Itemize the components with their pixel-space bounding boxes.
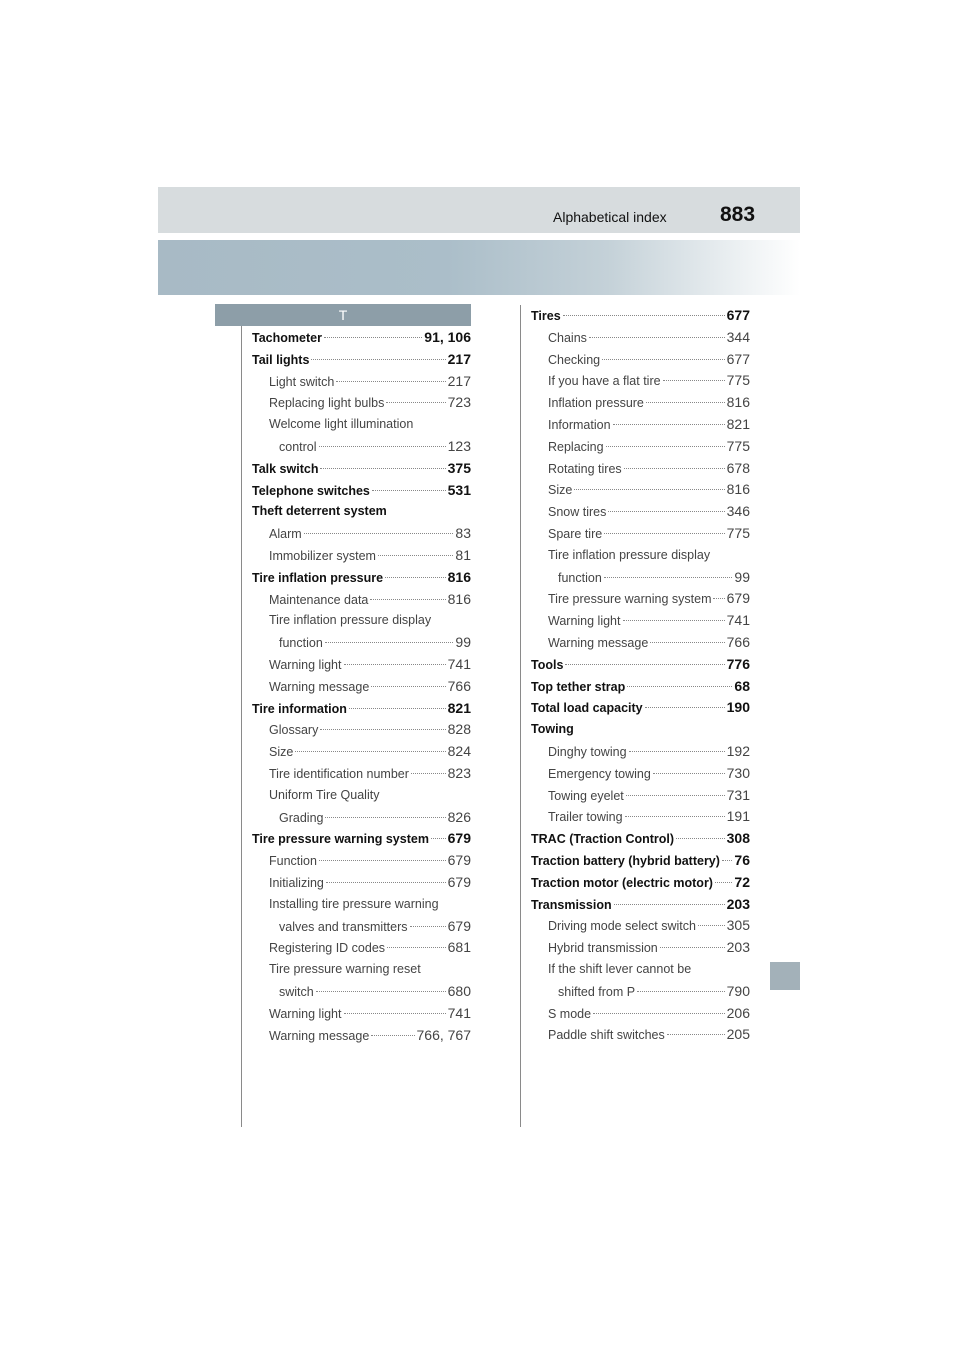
dot-leader bbox=[663, 380, 725, 381]
dot-leader bbox=[626, 795, 725, 796]
dot-leader bbox=[371, 686, 445, 687]
page-reference: 828 bbox=[447, 721, 471, 738]
entry-text: Total load capacity bbox=[531, 701, 643, 716]
dot-leader bbox=[625, 816, 725, 817]
index-subentry bbox=[531, 392, 750, 414]
entry-text: Rotating tires bbox=[548, 461, 622, 476]
page-reference: 531 bbox=[447, 481, 471, 498]
entry-text: switch bbox=[279, 984, 314, 999]
index-subentry bbox=[531, 349, 750, 371]
index-subentry bbox=[531, 1003, 750, 1025]
index-entry bbox=[252, 349, 471, 371]
index-entry bbox=[252, 327, 471, 349]
dot-leader bbox=[411, 773, 446, 774]
index-subentry bbox=[252, 654, 471, 676]
entry-text: Tire information bbox=[252, 701, 347, 716]
entry-text: Tools bbox=[531, 657, 564, 672]
entry-text: Welcome light illumination bbox=[269, 417, 414, 432]
dot-leader bbox=[713, 598, 724, 599]
index-subentry bbox=[252, 981, 471, 1003]
dot-leader bbox=[431, 838, 446, 839]
dot-leader bbox=[304, 533, 454, 534]
dot-leader bbox=[608, 511, 724, 512]
dot-leader bbox=[565, 664, 724, 665]
thumb-index-tab bbox=[770, 962, 800, 990]
page-reference: 191 bbox=[726, 808, 750, 825]
entry-text: function bbox=[279, 636, 323, 651]
dot-leader bbox=[645, 707, 725, 708]
dot-leader bbox=[604, 577, 733, 578]
dot-leader bbox=[324, 337, 422, 338]
dot-leader bbox=[715, 882, 732, 883]
entry-text: Snow tires bbox=[548, 505, 607, 520]
left-column-rule bbox=[241, 305, 242, 1127]
page-reference: 824 bbox=[447, 743, 471, 760]
dot-leader bbox=[325, 817, 445, 818]
dot-leader bbox=[653, 773, 725, 774]
entry-text: Tire inflation pressure display bbox=[548, 547, 711, 562]
index-subentry bbox=[252, 392, 471, 414]
dot-leader bbox=[319, 860, 446, 861]
page-reference: 68 bbox=[734, 677, 750, 694]
page-reference: 678 bbox=[726, 459, 750, 476]
index-subentry bbox=[252, 763, 471, 785]
index-subentry bbox=[531, 610, 750, 632]
entry-text: Checking bbox=[548, 352, 601, 367]
entry-text: Transmission bbox=[531, 897, 612, 912]
index-subentry bbox=[531, 523, 750, 545]
index-subentry bbox=[531, 806, 750, 828]
dot-leader bbox=[387, 947, 446, 948]
page-reference: 741 bbox=[447, 655, 471, 672]
dot-leader bbox=[344, 1013, 446, 1014]
entry-text: Emergency towing bbox=[548, 766, 651, 781]
page-reference: 346 bbox=[726, 503, 750, 520]
right-index-column bbox=[531, 305, 750, 1046]
entry-text: Tire pressure warning system bbox=[252, 832, 429, 847]
page-reference: 679 bbox=[726, 590, 750, 607]
dot-leader bbox=[410, 926, 446, 927]
page-reference: 344 bbox=[726, 328, 750, 345]
dot-leader bbox=[349, 708, 446, 709]
dot-leader bbox=[589, 337, 725, 338]
page-reference: 375 bbox=[447, 459, 471, 476]
decorative-banner bbox=[158, 240, 800, 295]
index-entry bbox=[252, 501, 471, 523]
page-reference: 206 bbox=[726, 1004, 750, 1021]
page-reference: 99 bbox=[734, 568, 750, 585]
dot-leader bbox=[371, 1035, 414, 1036]
entry-text: Tire inflation pressure bbox=[252, 570, 384, 585]
index-subentry bbox=[531, 501, 750, 523]
entry-text: Warning message bbox=[269, 1028, 370, 1043]
index-subentry bbox=[252, 1025, 471, 1047]
dot-leader bbox=[602, 359, 725, 360]
index-subentry bbox=[252, 589, 471, 611]
entry-text: Registering ID codes bbox=[269, 941, 386, 956]
page-reference: 217 bbox=[447, 350, 471, 367]
dot-leader bbox=[336, 381, 445, 382]
page-reference: 816 bbox=[447, 568, 471, 585]
page-reference: 730 bbox=[726, 764, 750, 781]
entry-text: function bbox=[558, 570, 602, 585]
entry-text: Tire identification number bbox=[269, 766, 409, 781]
index-subentry bbox=[252, 719, 471, 741]
page-reference: 731 bbox=[726, 786, 750, 803]
dot-leader bbox=[295, 751, 445, 752]
index-entry bbox=[252, 828, 471, 850]
entry-text: Replacing bbox=[548, 439, 604, 454]
entry-text: TRAC (Traction Control) bbox=[531, 832, 675, 847]
entry-text: Spare tire bbox=[548, 526, 603, 541]
index-subentry bbox=[252, 610, 471, 632]
entry-text: S mode bbox=[548, 1006, 592, 1021]
entry-text: Trailer towing bbox=[548, 810, 623, 825]
index-subentry bbox=[531, 458, 750, 480]
entry-text: Top tether strap bbox=[531, 679, 626, 694]
page-reference: 76 bbox=[734, 851, 750, 868]
entry-text: Warning light bbox=[548, 614, 621, 629]
index-entry bbox=[531, 697, 750, 719]
entry-text: Tires bbox=[531, 309, 561, 323]
entry-text: Chains bbox=[548, 330, 587, 345]
dot-leader bbox=[370, 599, 445, 600]
index-subentry bbox=[531, 436, 750, 458]
page-reference: 821 bbox=[726, 415, 750, 432]
page-reference: 677 bbox=[726, 350, 750, 367]
entry-text: Initializing bbox=[269, 875, 324, 890]
page-reference: 72 bbox=[734, 873, 750, 890]
dot-leader bbox=[344, 664, 446, 665]
index-subentry bbox=[252, 785, 471, 807]
index-subentry bbox=[252, 959, 471, 981]
index-subentry bbox=[531, 959, 750, 981]
dot-leader bbox=[320, 468, 445, 469]
entry-text: Tire pressure warning system bbox=[548, 592, 712, 607]
dot-leader bbox=[650, 642, 724, 643]
page-reference: 816 bbox=[447, 590, 471, 607]
entry-text: Paddle shift switches bbox=[548, 1028, 665, 1043]
header-band bbox=[158, 187, 800, 233]
index-subentry bbox=[252, 371, 471, 393]
section-title: Alphabetical index bbox=[553, 209, 667, 225]
page-reference: 203 bbox=[726, 895, 750, 912]
entry-text: Grading bbox=[279, 810, 324, 825]
entry-text: Installing tire pressure warning bbox=[269, 896, 439, 911]
page-reference: 826 bbox=[447, 808, 471, 825]
index-subentry bbox=[252, 916, 471, 938]
entry-text: Tire inflation pressure display bbox=[269, 613, 432, 628]
page-reference: 679 bbox=[447, 873, 471, 890]
page-reference: 217 bbox=[447, 372, 471, 389]
index-subentry bbox=[531, 937, 750, 959]
index-subentry bbox=[531, 915, 750, 937]
index-subentry bbox=[531, 370, 750, 392]
dot-leader bbox=[623, 620, 725, 621]
dot-leader bbox=[604, 533, 724, 534]
index-subentry bbox=[252, 436, 471, 458]
page-reference: 823 bbox=[447, 764, 471, 781]
index-subentry bbox=[252, 937, 471, 959]
index-entry bbox=[531, 872, 750, 894]
entry-text: Traction battery (hybrid battery) bbox=[531, 853, 720, 868]
entry-text: Tail lights bbox=[252, 352, 310, 367]
entry-text: Warning message bbox=[269, 679, 370, 694]
page-reference: 741 bbox=[447, 1004, 471, 1021]
page-reference: 790 bbox=[726, 982, 750, 999]
index-subentry bbox=[252, 523, 471, 545]
page-reference: 679 bbox=[447, 852, 471, 869]
dot-leader bbox=[698, 925, 725, 926]
index-subentry bbox=[252, 632, 471, 654]
dot-leader bbox=[722, 860, 732, 861]
index-entry bbox=[531, 828, 750, 850]
page-reference: 123 bbox=[447, 437, 471, 454]
index-subentry bbox=[531, 632, 750, 654]
page-reference: 723 bbox=[447, 394, 471, 411]
page-reference: 766 bbox=[726, 633, 750, 650]
page-reference: 776 bbox=[726, 655, 750, 672]
entry-text: Uniform Tire Quality bbox=[269, 787, 380, 802]
dot-leader bbox=[613, 424, 725, 425]
index-subentry bbox=[531, 741, 750, 763]
page-reference: 775 bbox=[726, 437, 750, 454]
index-entry bbox=[531, 719, 750, 741]
entry-text: Size bbox=[548, 483, 573, 498]
entry-text: Driving mode select switch bbox=[548, 919, 696, 934]
entry-text: Replacing light bulbs bbox=[269, 396, 385, 411]
dot-leader bbox=[320, 729, 445, 730]
entry-text: Light switch bbox=[269, 374, 335, 389]
page-reference: 775 bbox=[726, 524, 750, 541]
dot-leader bbox=[660, 947, 725, 948]
page-reference: 816 bbox=[726, 394, 750, 411]
page-reference: 680 bbox=[447, 982, 471, 999]
left-index-column bbox=[252, 327, 471, 1046]
page-reference: 83 bbox=[455, 525, 471, 542]
dot-leader bbox=[614, 904, 725, 905]
entry-text: shifted from P bbox=[558, 984, 636, 999]
dot-leader bbox=[563, 315, 725, 316]
dot-leader bbox=[593, 1013, 725, 1014]
index-entry bbox=[531, 305, 750, 327]
index-subentry bbox=[252, 741, 471, 763]
dot-leader bbox=[606, 446, 725, 447]
entry-text: Tire pressure warning reset bbox=[269, 962, 421, 977]
dot-leader bbox=[385, 577, 446, 578]
index-entry bbox=[252, 480, 471, 502]
page-reference: 775 bbox=[726, 372, 750, 389]
dot-leader bbox=[676, 838, 725, 839]
index-subentry bbox=[252, 1003, 471, 1025]
page-reference: 679 bbox=[447, 917, 471, 934]
entry-text: control bbox=[279, 439, 317, 454]
index-entry bbox=[531, 850, 750, 872]
entry-text: Towing bbox=[531, 722, 574, 737]
index-entry bbox=[252, 698, 471, 720]
entry-text: Talk switch bbox=[252, 461, 319, 476]
page-reference: 677 bbox=[726, 307, 750, 323]
index-subentry bbox=[252, 894, 471, 916]
index-entry bbox=[531, 654, 750, 676]
index-subentry bbox=[531, 479, 750, 501]
dot-leader bbox=[574, 489, 724, 490]
dot-leader bbox=[386, 402, 445, 403]
entry-text: Immobilizer system bbox=[269, 548, 376, 563]
page-reference: 99 bbox=[455, 634, 471, 651]
entry-text: valves and transmitters bbox=[279, 919, 408, 934]
entry-text: Telephone switches bbox=[252, 483, 370, 498]
entry-text: If the shift lever cannot be bbox=[548, 961, 692, 976]
index-entry bbox=[252, 567, 471, 589]
entry-text: Hybrid transmission bbox=[548, 941, 658, 956]
page-reference: 766 bbox=[447, 677, 471, 694]
entry-text: Towing eyelet bbox=[548, 788, 624, 803]
index-subentry bbox=[531, 414, 750, 436]
index-entry bbox=[252, 458, 471, 480]
page-reference: 305 bbox=[726, 917, 750, 934]
index-subentry bbox=[531, 763, 750, 785]
page-reference: 816 bbox=[726, 481, 750, 498]
dot-leader bbox=[629, 751, 725, 752]
page-reference: 741 bbox=[726, 612, 750, 629]
entry-text: If you have a flat tire bbox=[548, 374, 661, 389]
index-subentry bbox=[531, 567, 750, 589]
index-subentry bbox=[252, 872, 471, 894]
page-reference: 203 bbox=[726, 939, 750, 956]
dot-leader bbox=[627, 686, 732, 687]
index-subentry bbox=[531, 785, 750, 807]
dot-leader bbox=[325, 642, 454, 643]
page-reference: 81 bbox=[455, 546, 471, 563]
index-subentry bbox=[531, 981, 750, 1003]
dot-leader bbox=[378, 555, 453, 556]
page-reference: 308 bbox=[726, 830, 750, 847]
page-reference: 821 bbox=[447, 699, 471, 716]
index-subentry bbox=[531, 588, 750, 610]
page-reference: 190 bbox=[726, 699, 750, 716]
dot-leader bbox=[311, 359, 445, 360]
entry-text: Information bbox=[548, 417, 611, 432]
index-subentry bbox=[252, 807, 471, 829]
entry-text: Inflation pressure bbox=[548, 396, 644, 411]
index-subentry bbox=[252, 676, 471, 698]
entry-text: Maintenance data bbox=[269, 592, 369, 607]
page-reference: 681 bbox=[447, 939, 471, 956]
dot-leader bbox=[667, 1034, 725, 1035]
index-entry bbox=[531, 676, 750, 698]
center-column-rule bbox=[520, 305, 521, 1127]
index-letter-heading: T bbox=[215, 304, 471, 326]
dot-leader bbox=[372, 490, 446, 491]
entry-text: Size bbox=[269, 745, 294, 760]
page-number: 883 bbox=[720, 203, 756, 226]
dot-leader bbox=[326, 882, 446, 883]
entry-text: Tachometer bbox=[252, 331, 322, 345]
entry-text: Warning light bbox=[269, 1006, 342, 1021]
page-reference: 91, 106 bbox=[424, 329, 471, 345]
index-subentry bbox=[252, 850, 471, 872]
entry-text: Alarm bbox=[269, 527, 302, 542]
dot-leader bbox=[646, 402, 725, 403]
entry-text: Warning message bbox=[548, 635, 649, 650]
index-subentry bbox=[531, 327, 750, 349]
page-reference: 192 bbox=[726, 742, 750, 759]
dot-leader bbox=[624, 468, 725, 469]
entry-text: Glossary bbox=[269, 723, 319, 738]
entry-text: Function bbox=[269, 854, 317, 869]
index-entry bbox=[531, 894, 750, 916]
page-reference: 205 bbox=[726, 1026, 750, 1043]
index-subentry bbox=[252, 414, 471, 436]
entry-text: Traction motor (electric motor) bbox=[531, 875, 713, 890]
dot-leader bbox=[637, 991, 725, 992]
index-subentry bbox=[252, 545, 471, 567]
entry-text: Warning light bbox=[269, 657, 342, 672]
entry-text: Dinghy towing bbox=[548, 744, 627, 759]
dot-leader bbox=[319, 446, 446, 447]
page-reference: 766, 767 bbox=[416, 1026, 471, 1043]
entry-text: Theft deterrent system bbox=[252, 504, 387, 519]
dot-leader bbox=[316, 991, 446, 992]
page-reference: 679 bbox=[447, 830, 471, 847]
index-subentry bbox=[531, 545, 750, 567]
index-subentry bbox=[531, 1024, 750, 1046]
